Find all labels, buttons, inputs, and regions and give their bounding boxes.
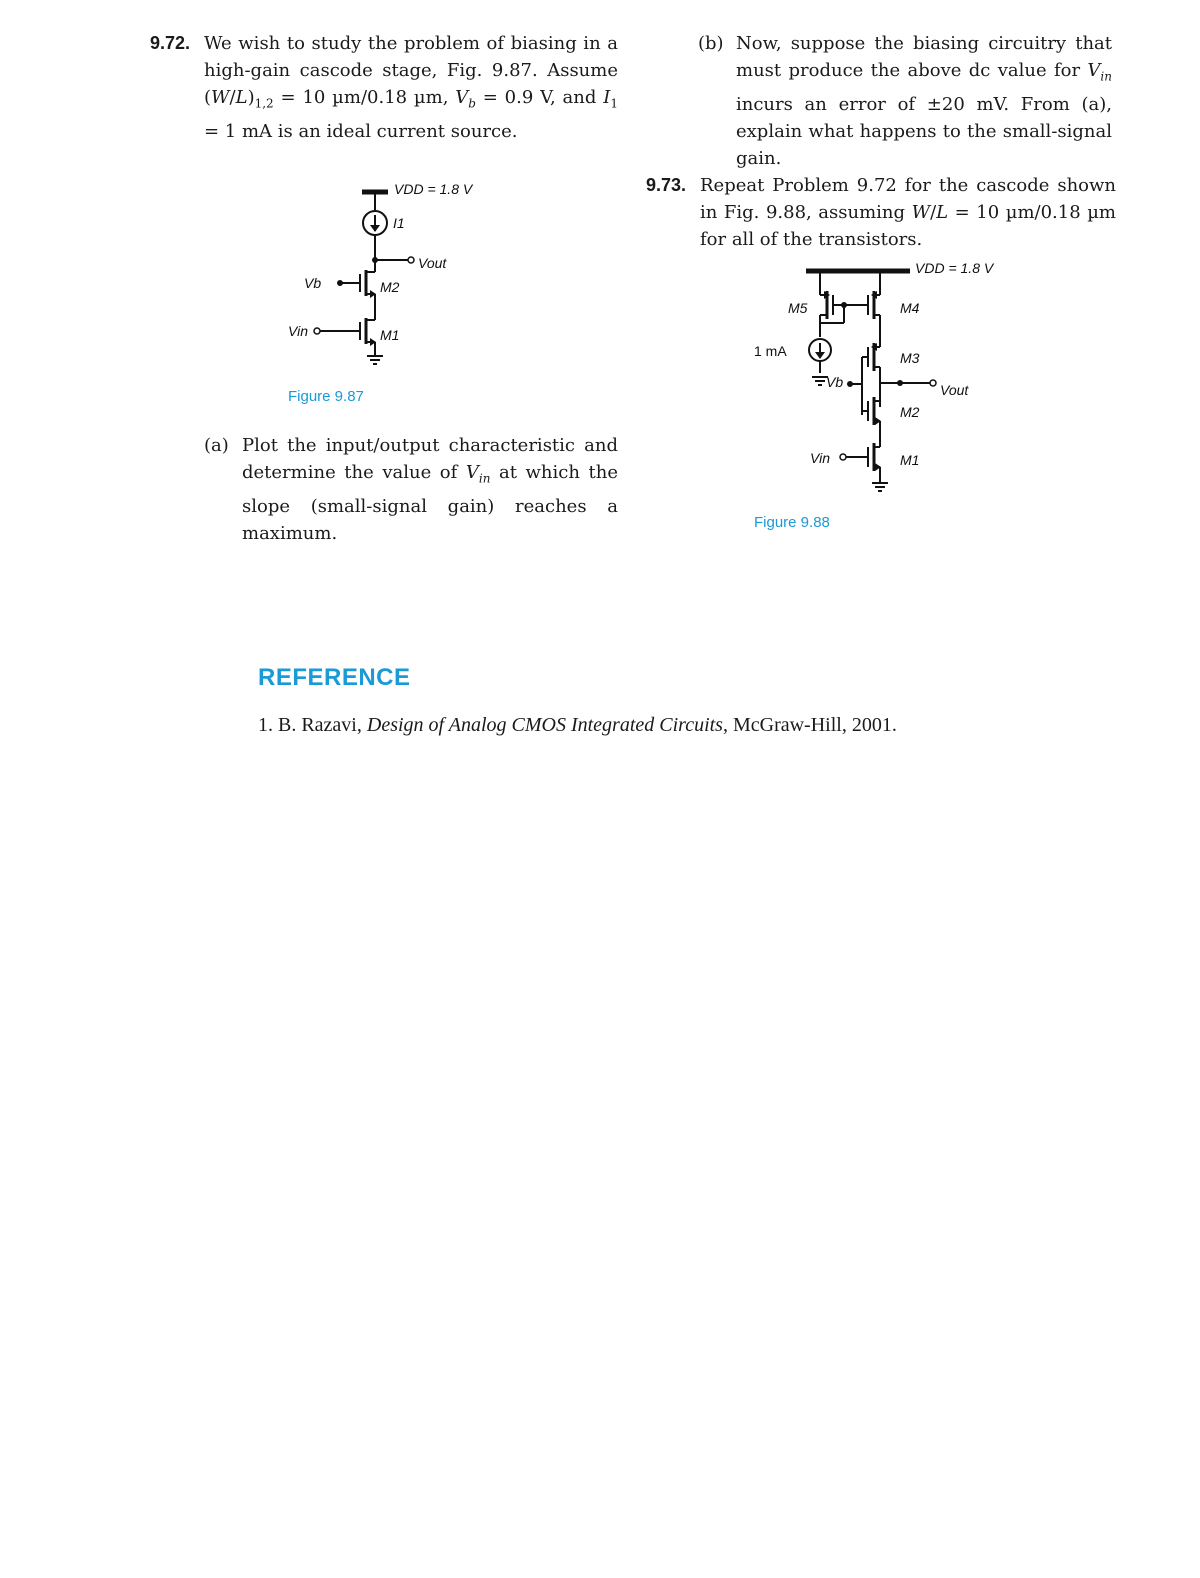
problem-973-text-rendered: Repeat Problem 9.72 for the cascode shown in Fig. 9.88, assuming W/L = 10 µm/0.18 µm for all of the transistors. (700, 175, 1116, 250)
reference-heading: REFERENCE (258, 664, 411, 691)
part-b-label: (b) (698, 33, 724, 54)
m5-label: M5 (788, 300, 808, 316)
transistor-m3 (862, 343, 880, 415)
m4-label: M4 (900, 300, 920, 316)
problem-972 (150, 30, 618, 145)
part-b-text-rendered: Now, suppose the biasing circuitry that must produce the above dc value for $V_{in}$ incurs an error of ±20 mV. From (a), explain what happens to the small-signal gain. (736, 33, 1112, 169)
m2-label: M2 (900, 404, 920, 420)
transistor-m2 (862, 397, 881, 447)
part-a-text-rendered: Plot the input/output characteristic and determine the value of $V_{in}$ at which the slope (small-signal gain) reaches a maximum. (242, 435, 618, 544)
vdd-label: VDD = 1.8 V (915, 260, 994, 276)
reference-entry-rendered: 1. B. Razavi, Design of Analog CMOS Integrated Circuits, McGraw-Hill, 2001. (258, 714, 897, 736)
part-a-label: (a) (204, 435, 229, 456)
i1-label: I1 (393, 215, 405, 231)
vout-label: Vout (418, 255, 447, 271)
vin-label: Vin (288, 323, 308, 339)
problem-973-number: 9.73. (646, 175, 687, 195)
vout-label: Vout (940, 382, 969, 398)
source-label: 1 mA (754, 343, 787, 359)
m1-label: M1 (900, 452, 920, 468)
problem-972-number: 9.72. (150, 33, 191, 53)
problem-972-part-a (204, 432, 618, 547)
problem-972-intro-rendered: We wish to study the problem of biasing in a high-gain cascode stage, Fig. 9.87. Assume $(W/L)_{1,2} = 10$ µm/0.18 µm, $V_b = 0.9$ V, and $I_1 = 1$ mA is an ideal current source. (204, 33, 618, 142)
transistor-m1 (846, 443, 881, 483)
m3-label: M3 (900, 350, 920, 366)
vb-label: Vb (826, 374, 844, 390)
transistor-m2 (340, 270, 376, 320)
problem-973 (646, 172, 1116, 253)
transistor-m1 (320, 318, 376, 356)
figure-987 (270, 170, 510, 420)
vb-label: Vb (304, 275, 322, 291)
problem-972-part-b (698, 30, 1112, 172)
figure-987-caption: Figure 9.87 (288, 388, 364, 405)
transistor-m4 (868, 271, 880, 319)
figure-988 (740, 255, 1030, 505)
m1-label: M1 (380, 327, 400, 343)
figure-988-caption: Figure 9.88 (754, 514, 830, 531)
vin-label: Vin (810, 450, 830, 466)
ground-icon (872, 483, 888, 491)
ground-icon (367, 356, 383, 364)
vdd-label: VDD = 1.8 V (394, 181, 473, 197)
transistor-m5 (820, 271, 833, 325)
m2-label: M2 (380, 279, 400, 295)
